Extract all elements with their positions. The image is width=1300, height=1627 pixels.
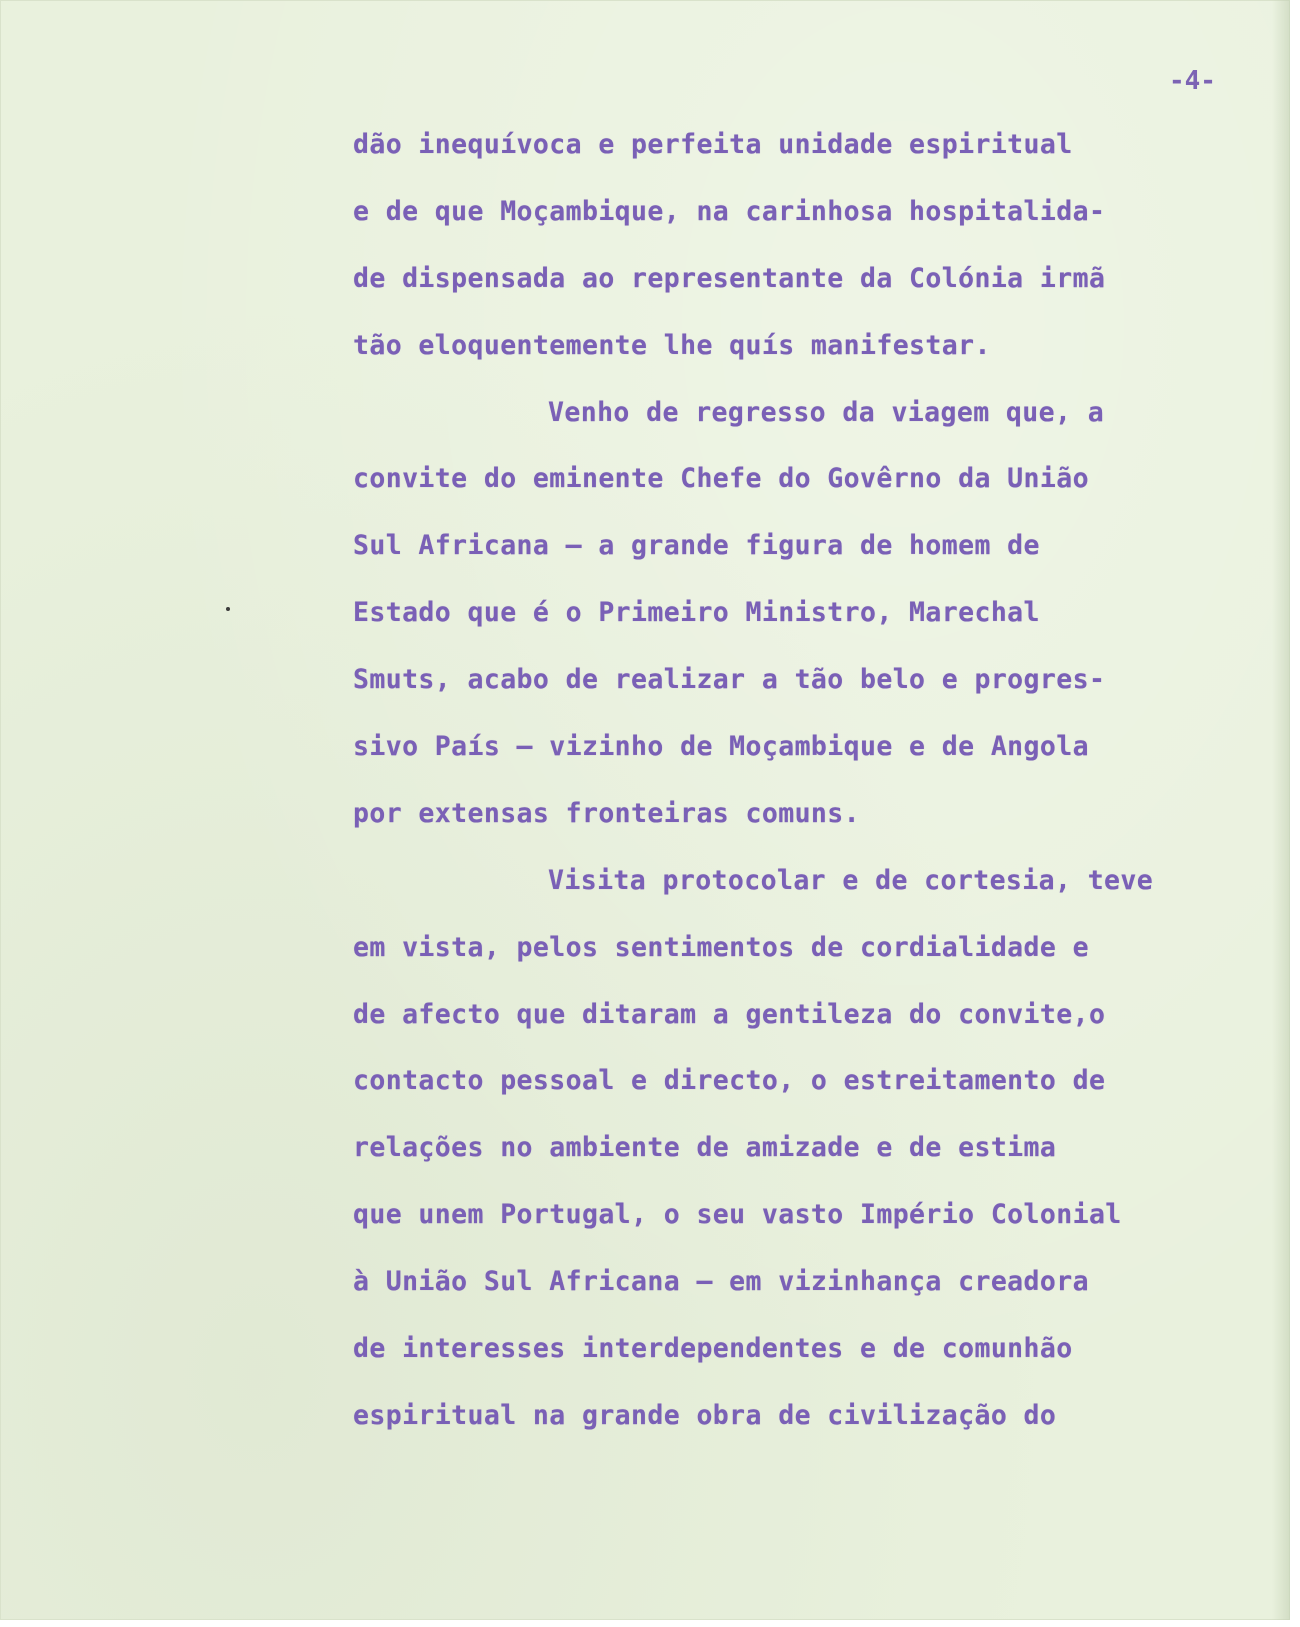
text-line: dão inequívoca e perfeita unidade espiritual bbox=[353, 129, 1073, 160]
text-line: contacto pessoal e directo, o estreitamento de bbox=[353, 1065, 1106, 1097]
text-line: de interesses interdependentes e de comunhão bbox=[353, 1333, 1073, 1365]
text-line: tão eloquentemente lhe quís manifestar. bbox=[353, 329, 991, 361]
text-line: e de que Moçambique, na carinhosa hospitalida- bbox=[353, 195, 1106, 227]
text-line: relações no ambiente de amizade e de estima bbox=[353, 1132, 1057, 1164]
text-line: em vista, pelos sentimentos de cordialidade e bbox=[353, 931, 1089, 963]
page-number: -4- bbox=[1169, 66, 1216, 96]
text-line: Estado que é o Primeiro Ministro, Marechal bbox=[353, 597, 1040, 629]
text-line: de afecto que ditaram a gentileza do convite,o bbox=[353, 998, 1106, 1030]
text-line: convite do eminente Chefe do Govêrno da União bbox=[353, 463, 1089, 495]
text-line: Smuts, acabo de realizar a tão belo e progres- bbox=[353, 664, 1106, 696]
text-line: Venho de regresso da viagem que, a bbox=[548, 396, 1105, 428]
text-line: espiritual na grande obra de civilização do bbox=[353, 1399, 1057, 1431]
text-line: sivo País — vizinho de Moçambique e de Angola bbox=[353, 731, 1089, 763]
typewritten-body bbox=[353, 120, 1283, 1458]
ink-speck bbox=[226, 607, 230, 611]
text-line: que unem Portugal, o seu vasto Império Colonial bbox=[353, 1199, 1122, 1231]
text-line: à União Sul Africana — em vizinhança creadora bbox=[353, 1266, 1089, 1298]
text-line: Visita protocolar e de cortesia, teve bbox=[548, 864, 1154, 896]
text-line: por extensas fronteiras comuns. bbox=[353, 797, 860, 829]
text-line: de dispensada ao representante da Colónia irmã bbox=[353, 262, 1106, 294]
text-line: Sul Africana — a grande figura de homem de bbox=[353, 530, 1040, 562]
